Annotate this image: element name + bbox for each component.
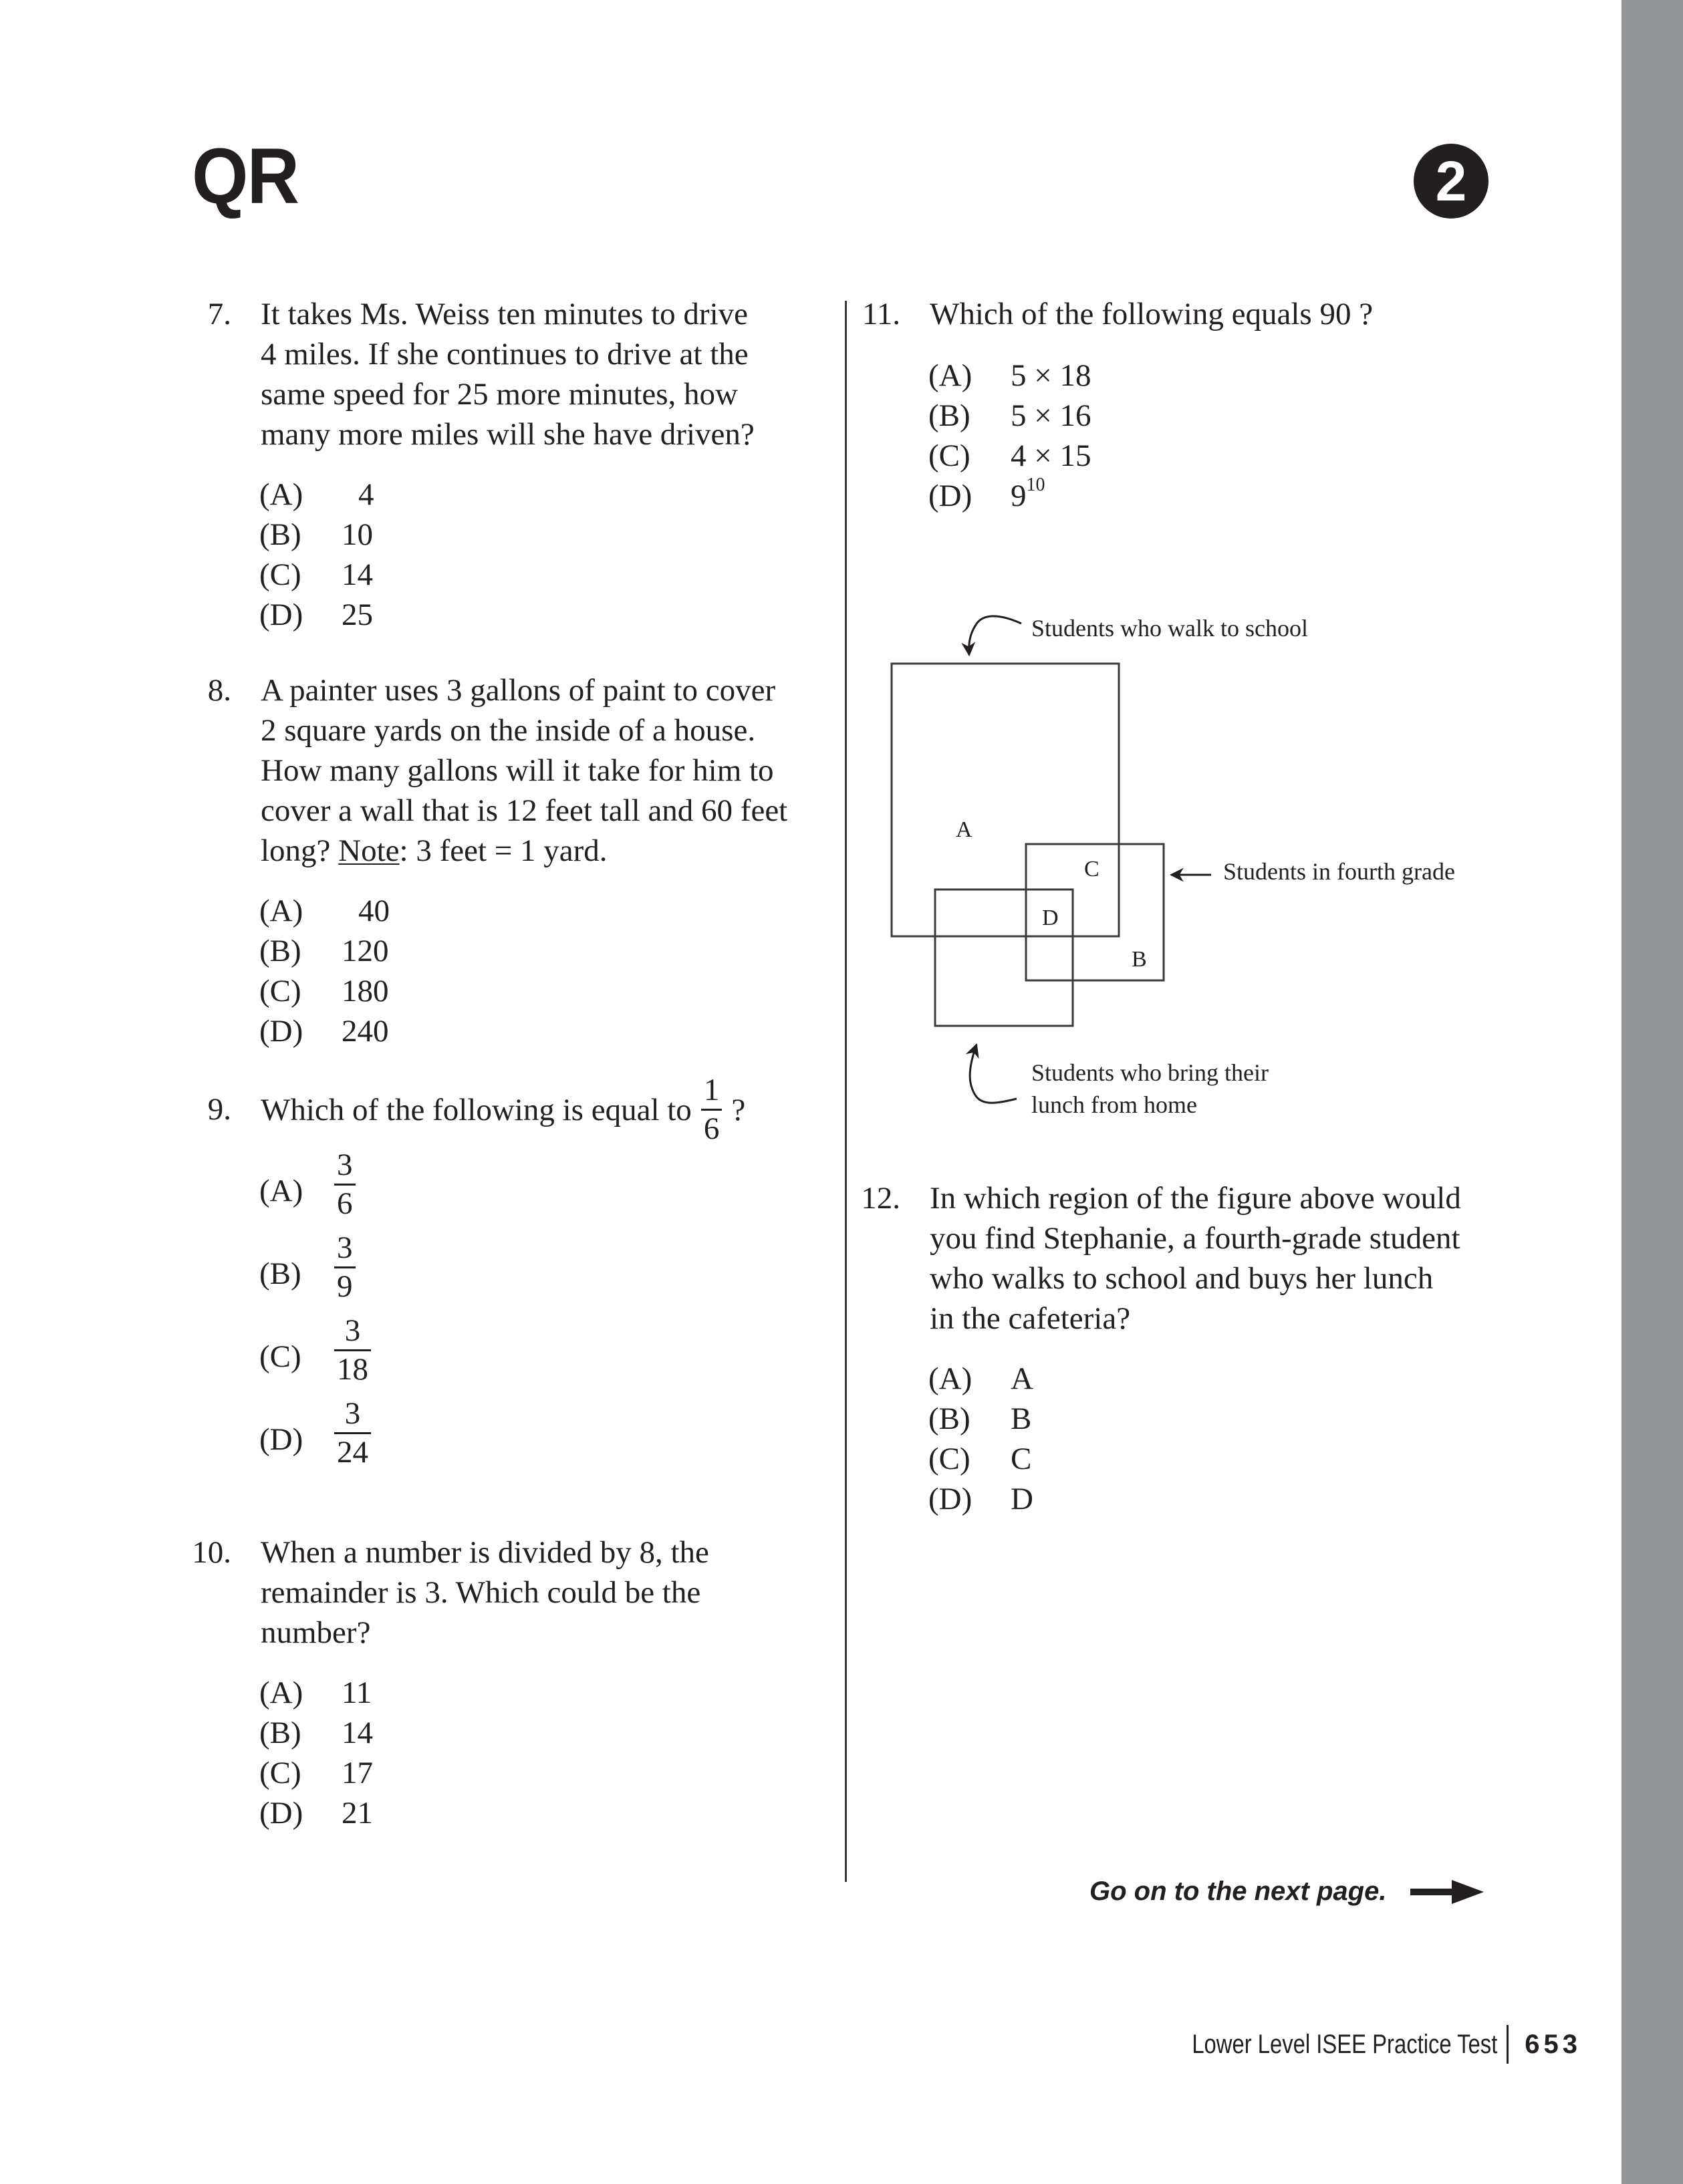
choice-d[interactable] xyxy=(259,1793,594,1833)
choice-a[interactable] xyxy=(259,474,594,515)
answer-choices xyxy=(259,1149,594,1481)
choice-value: 14 xyxy=(342,557,373,592)
choice-label: (B) xyxy=(928,398,970,433)
choice-c[interactable] xyxy=(259,555,594,595)
question-line: cover a wall that is 12 feet tall and 60 feet xyxy=(261,793,788,828)
choice-fraction: $\frac{3}{6}$ xyxy=(334,1149,356,1220)
section-title: QR xyxy=(192,132,299,221)
question-line: It takes Ms. Weiss ten minutes to drive xyxy=(261,297,748,331)
next-page-instruction xyxy=(1089,1877,1484,1907)
choice-label: (B) xyxy=(259,1716,301,1750)
choice-d[interactable] xyxy=(259,595,594,635)
region-a-label: A xyxy=(956,817,973,842)
choice-c[interactable] xyxy=(259,971,594,1011)
answer-choices xyxy=(259,474,594,635)
choice-a[interactable] xyxy=(928,1359,1263,1399)
choice-value: 10 xyxy=(342,517,373,552)
choice-c[interactable] xyxy=(928,436,1263,476)
choice-label: (B) xyxy=(259,517,301,552)
choice-value: 11 xyxy=(342,1675,372,1710)
book-title: Lower Level ISEE Practice Test xyxy=(1192,2029,1498,2059)
choice-b[interactable] xyxy=(259,931,594,971)
question-line: you find Stephanie, a fourth-grade student xyxy=(930,1221,1460,1256)
choice-a[interactable] xyxy=(259,891,594,931)
lunch-from-home-label-line1: Students who bring their xyxy=(1031,1059,1269,1086)
choice-value: 180 xyxy=(342,974,389,1008)
note-label: Note xyxy=(338,833,400,868)
choice-label: (C) xyxy=(259,974,301,1008)
question-number: 10. xyxy=(192,1535,231,1570)
choice-label: (C) xyxy=(259,1339,301,1374)
question-text xyxy=(261,1075,862,1145)
fraction-one-sixth: $\frac{1}{6}$ xyxy=(701,1075,723,1145)
walk-to-school-label: Students who walk to school xyxy=(1031,615,1308,642)
choice-label: (D) xyxy=(259,1796,303,1830)
choice-a[interactable] xyxy=(259,1673,594,1713)
choice-value: 17 xyxy=(342,1756,373,1790)
choice-label: (A) xyxy=(259,1174,303,1208)
footer-divider xyxy=(1507,2025,1509,2064)
choice-label: (C) xyxy=(928,1442,970,1476)
choice-label: (B) xyxy=(259,934,301,968)
choice-label: (B) xyxy=(928,1401,970,1436)
question-number: 8. xyxy=(207,673,231,708)
choice-value xyxy=(1011,476,1045,516)
question-number: 11. xyxy=(862,297,900,331)
choice-c[interactable] xyxy=(928,1439,1263,1479)
lunch-arrow-icon xyxy=(970,1045,1017,1103)
question-mark: ? xyxy=(731,1092,746,1127)
choice-b[interactable] xyxy=(259,1232,594,1315)
choice-label: (D) xyxy=(259,1014,303,1049)
region-c-label: C xyxy=(1084,857,1099,881)
page-number: 653 xyxy=(1525,2029,1581,2059)
choice-d[interactable] xyxy=(259,1398,594,1481)
choice-label: (A) xyxy=(928,1361,973,1396)
question-line: How many gallons will it take for him to xyxy=(261,753,774,788)
choice-value: 4 xyxy=(358,477,374,512)
choice-value: 40 xyxy=(358,894,390,928)
choice-value: 5 × 18 xyxy=(1011,358,1091,393)
question-line: When a number is divided by 8, the xyxy=(261,1535,709,1570)
question-line: many more miles will she have driven? xyxy=(261,417,755,452)
question-text xyxy=(261,294,849,454)
question-line: same speed for 25 more minutes, how xyxy=(261,377,738,412)
choice-b[interactable] xyxy=(259,515,594,555)
page-footer xyxy=(1125,2025,1581,2064)
choice-label: (C) xyxy=(928,438,970,473)
next-page-text: Go on to the next page. xyxy=(1089,1877,1387,1906)
choice-value: D xyxy=(1011,1482,1033,1516)
question-line: A painter uses 3 gallons of paint to cover xyxy=(261,673,776,708)
choice-label: (D) xyxy=(928,479,973,513)
question-number: 9. xyxy=(207,1092,231,1127)
region-labels xyxy=(956,817,1147,972)
choice-fraction: $\frac{3}{24}$ xyxy=(334,1398,371,1468)
choice-label: (A) xyxy=(259,477,303,512)
exponent-base: 9 xyxy=(1011,479,1027,513)
choice-label: (C) xyxy=(259,1756,301,1790)
choice-d[interactable] xyxy=(928,1479,1263,1519)
question-line: remainder is 3. Which could be the xyxy=(261,1575,701,1610)
choice-value: A xyxy=(1011,1361,1033,1396)
question-text: Which of the following equals 90 ? xyxy=(930,297,1374,331)
question-number: 12. xyxy=(861,1181,900,1216)
fourth-grade-rect xyxy=(1026,844,1164,980)
question-line: number? xyxy=(261,1615,371,1650)
choice-value: 120 xyxy=(342,934,389,968)
choice-label: (A) xyxy=(259,894,303,928)
line-prefix: long? xyxy=(261,833,339,868)
lunch-from-home-rect xyxy=(935,890,1073,1026)
section-number: 2 xyxy=(1435,150,1467,213)
region-b-label: B xyxy=(1132,947,1147,972)
choice-value: 25 xyxy=(342,597,373,632)
choice-value: 21 xyxy=(342,1796,373,1830)
callout-arrows xyxy=(969,616,1211,1103)
question-text xyxy=(930,1178,1531,1339)
question-line: who walks to school and buys her lunch xyxy=(930,1261,1434,1296)
choice-label: (C) xyxy=(259,557,301,592)
choice-label: (A) xyxy=(928,358,973,393)
choice-label: (D) xyxy=(259,1422,303,1457)
side-tab xyxy=(1622,0,1683,2184)
choice-a[interactable] xyxy=(259,1149,594,1232)
choice-value: 4 × 15 xyxy=(1011,438,1091,473)
choice-value: B xyxy=(1011,1401,1032,1436)
choice-label: (A) xyxy=(259,1675,303,1710)
walk-to-school-rect xyxy=(892,664,1119,936)
choice-value: 240 xyxy=(342,1014,389,1049)
question-text xyxy=(261,670,862,871)
set-rectangles xyxy=(892,664,1164,1026)
question-line xyxy=(261,831,862,871)
question-number: 7. xyxy=(207,297,231,331)
fourth-grade-label: Students in fourth grade xyxy=(1223,858,1455,885)
answer-choices xyxy=(928,1359,1263,1519)
choice-d[interactable] xyxy=(259,1011,594,1051)
choice-value: C xyxy=(1011,1442,1032,1476)
choice-b[interactable] xyxy=(928,396,1263,436)
choice-a[interactable] xyxy=(928,356,1263,396)
choice-c[interactable] xyxy=(259,1753,594,1793)
answer-choices xyxy=(259,1673,594,1833)
answer-choices xyxy=(259,891,594,1051)
choice-label: (B) xyxy=(259,1256,301,1291)
choice-c[interactable] xyxy=(259,1315,594,1398)
exponent: 10 xyxy=(1026,474,1045,496)
question-line: Which of the following is equal to xyxy=(261,1092,692,1127)
line-suffix: : 3 feet = 1 yard. xyxy=(399,833,608,868)
choice-d[interactable] xyxy=(928,476,1263,516)
choice-value: 5 × 16 xyxy=(1011,398,1091,433)
lunch-from-home-label-line2: lunch from home xyxy=(1031,1091,1197,1118)
question-text xyxy=(261,1532,835,1653)
choice-value: 14 xyxy=(342,1716,373,1750)
callout-labels xyxy=(1031,615,1455,1118)
right-arrow-icon xyxy=(1410,1880,1484,1904)
choice-b[interactable] xyxy=(259,1713,594,1753)
region-d-label: D xyxy=(1042,906,1059,930)
choice-fraction: $\frac{3}{18}$ xyxy=(334,1315,371,1385)
question-line: In which region of the figure above would xyxy=(930,1181,1461,1216)
answer-choices xyxy=(928,356,1263,516)
choice-b[interactable] xyxy=(928,1399,1263,1439)
question-line: 2 square yards on the inside of a house. xyxy=(261,713,756,748)
choice-label: (D) xyxy=(928,1482,973,1516)
walk-arrow-icon xyxy=(969,616,1021,655)
question-line: in the cafeteria? xyxy=(930,1301,1131,1336)
question-line: 4 miles. If she continues to drive at the xyxy=(261,337,749,372)
section-number-badge xyxy=(1414,144,1488,219)
choice-label: (D) xyxy=(259,597,303,632)
choice-fraction: $\frac{3}{9}$ xyxy=(334,1232,356,1303)
